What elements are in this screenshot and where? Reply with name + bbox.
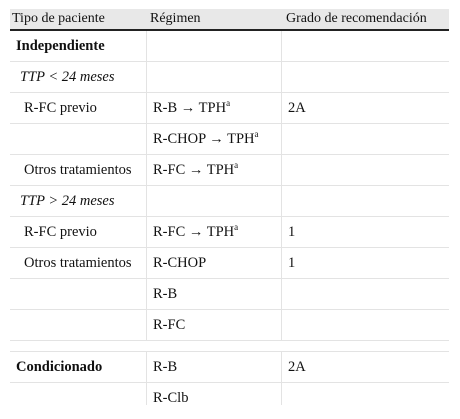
ttp-subgroup-label: TTP > 24 meses bbox=[10, 186, 147, 216]
grade-cell: 1 bbox=[288, 255, 296, 271]
patient-group-label: Condicionado bbox=[10, 352, 147, 382]
regimen-cell: R-Clb bbox=[147, 383, 282, 405]
grade-cell: 2A bbox=[288, 100, 306, 116]
grade-cell: 1 bbox=[288, 224, 296, 240]
table-row bbox=[10, 155, 449, 186]
regimen-cell: R-FC bbox=[147, 310, 282, 340]
regimen-cell: R-B bbox=[147, 279, 282, 309]
patient-cell: Otros tratamientos bbox=[10, 155, 147, 185]
table-header-row bbox=[10, 9, 449, 31]
table-row bbox=[10, 124, 449, 155]
regimen-cell: R-B bbox=[147, 352, 282, 382]
table-row bbox=[10, 62, 449, 93]
table-row bbox=[10, 93, 449, 124]
table-row bbox=[10, 310, 449, 341]
regimen-cell: $R-FC \to TPH^a$ bbox=[147, 217, 282, 247]
table-row bbox=[10, 31, 449, 62]
regimen-cell: $R-FC \to TPH^a$ bbox=[147, 155, 282, 185]
header-regimen: Régimen bbox=[150, 11, 201, 26]
patient-group-label: Independiente bbox=[10, 31, 147, 61]
footnote-marker: a bbox=[254, 129, 259, 139]
table-row bbox=[10, 352, 449, 383]
table-row bbox=[10, 248, 449, 279]
header-grade: Grado de recomendación bbox=[286, 11, 427, 26]
footnote-marker: a bbox=[234, 160, 239, 170]
regimen-cell: R-CHOP → $TPH^a$ bbox=[147, 124, 282, 154]
recommendation-table bbox=[10, 9, 449, 405]
regimen-cell: R-CHOP bbox=[147, 248, 282, 278]
table-row bbox=[10, 383, 449, 405]
footnote-marker: a bbox=[226, 98, 231, 108]
table-row bbox=[10, 279, 449, 310]
patient-cell: R-FC previo bbox=[10, 217, 147, 247]
regimen-cell: $R-B \to TPH^a$ bbox=[147, 93, 282, 123]
table-row bbox=[10, 217, 449, 248]
patient-cell: R-FC previo bbox=[10, 93, 147, 123]
header-patient-type: Tipo de paciente bbox=[12, 11, 105, 26]
ttp-subgroup-label: TTP < 24 meses bbox=[10, 62, 147, 92]
patient-cell: Otros tratamientos bbox=[10, 248, 147, 278]
footnote-marker: a bbox=[234, 222, 239, 232]
grade-cell: 2A bbox=[288, 359, 306, 375]
section-divider bbox=[10, 341, 449, 352]
table-row bbox=[10, 186, 449, 217]
